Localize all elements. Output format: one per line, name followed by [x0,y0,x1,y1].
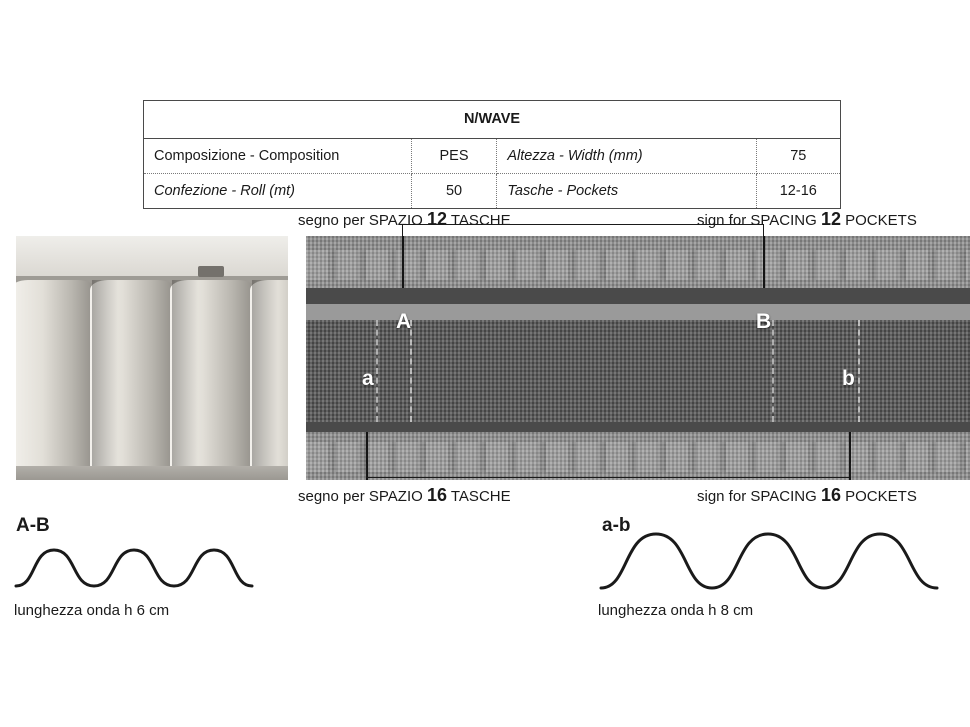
caption-text-post: POCKETS [840,488,917,505]
photo-fold-shadow [92,280,118,480]
tape-seam-lower [306,422,970,432]
tape-tick-A [402,236,404,288]
wave-label-ab-lower: a-b [602,515,631,536]
caption-number: 12 [426,209,447,229]
wave-label-ab-upper: A-B [16,515,50,536]
caption-text-post: TASCHE [446,488,511,505]
cell-width-value: 75 [756,139,840,174]
caption-text: sign for SPACING [697,212,821,229]
caption-text: sign for SPACING [697,488,821,505]
tape-tick-B [763,236,765,288]
photo-fold-shadow [172,280,198,480]
bracket-bottom-line [366,477,849,478]
wave-caption-8cm: lunghezza onda h 8 cm [598,602,754,619]
caption-number: 12 [820,209,841,229]
curtain-photo [16,236,288,480]
tape-dashed-guide-a [376,320,378,422]
cell-roll-label: Confezione - Roll (mt) [144,174,412,209]
wave-diagram-6cm [14,540,254,596]
caption-number: 16 [820,485,841,505]
wave-caption-6cm: lunghezza onda h 6 cm [14,602,170,619]
cell-composition-label: Composizione - Composition [144,139,412,174]
heading-tape-photo [306,236,970,480]
spec-title: N/WAVE [144,101,841,139]
photo-rail-bracket [198,266,224,277]
cell-roll-value: 50 [411,174,497,209]
tape-label-A: A [396,310,412,333]
tape-label-B: B [756,310,772,333]
cell-pockets-value: 12-16 [756,174,840,209]
caption-number: 16 [426,485,447,505]
caption-text-post: TASCHE [446,212,511,229]
wave-diagram-8cm [598,526,940,598]
bracket-bottom [366,463,851,477]
cell-pockets-label: Tasche - Pockets [497,174,756,209]
tape-dashed-guide-A [410,320,412,422]
table-row [144,174,841,209]
tape-pocket-row-top [306,250,970,280]
photo-floor [16,466,288,480]
table-row-title [144,101,841,139]
cell-width-label: Altezza - Width (mm) [497,139,756,174]
tape-dashed-guide-b [858,320,860,422]
cell-composition-value: PES [411,139,497,174]
photo-fold-shadow [252,280,278,480]
caption-spacing-16-en [697,485,917,506]
table-row [144,139,841,174]
tape-label-b: b [842,367,855,390]
tape-band-middle [306,320,970,422]
caption-text: segno per SPAZIO [298,488,427,505]
caption-spacing-16-it [298,485,511,506]
tape-dashed-guide-B [772,320,774,422]
tape-label-a: a [362,367,374,390]
specification-table [143,100,841,209]
tape-seam-upper [306,288,970,304]
caption-text-post: POCKETS [840,212,917,229]
photo-drape-fold [16,280,96,480]
caption-text: segno per SPAZIO [298,212,427,229]
